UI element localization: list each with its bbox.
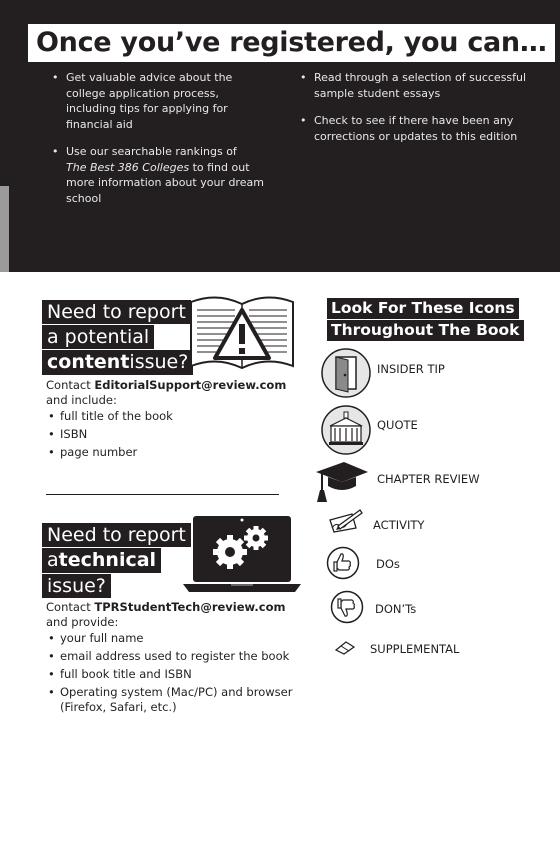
content-info-list [46, 409, 173, 463]
editorial-email[interactable]: EditorialSupport@review.com [94, 378, 287, 392]
list-item: • full book title and ISBN [46, 667, 296, 682]
legend-label: ACTIVITY [373, 518, 425, 532]
door-icon [320, 347, 372, 399]
banner-right-list [300, 70, 530, 156]
content-issue-heading: Need to report a potential contentissue? [42, 300, 193, 376]
banner-bullet: • Check to see if there have been any corrections or updates to this edition [300, 113, 530, 144]
list-item: • page number [46, 445, 173, 460]
legend-label: DOs [376, 557, 400, 571]
open-book-warning-icon [187, 292, 297, 378]
technical-contact: Contact TPRStudentTech@review.com and provide: [46, 600, 286, 629]
banner-bullet: • Use our searchable rankings of The Best 386 Colleges to find out more information about your dream school [52, 144, 272, 206]
building-icon [320, 404, 372, 456]
legend-label: CHAPTER REVIEW [377, 472, 480, 486]
legend-label: QUOTE [377, 418, 418, 432]
icons-legend-heading: Look For These Icons Throughout The Book [327, 298, 524, 342]
tech-email[interactable]: TPRStudentTech@review.com [94, 600, 286, 614]
banner-bullet: • Get valuable advice about the college application process, including tips for applying for financial aid [52, 70, 272, 132]
list-item: • email address used to register the book [46, 649, 296, 664]
content-contact: Contact EditorialSupport@review.com and include: [46, 378, 287, 407]
technical-issue-heading: Need to report atechnical issue? [42, 523, 191, 599]
legend-label: INSIDER TIP [377, 362, 445, 376]
page-edge-tab [0, 186, 9, 272]
legend-label: SUPPLEMENTAL [370, 642, 460, 656]
thumbs-up-icon [326, 546, 360, 580]
list-item: • full title of the book [46, 409, 173, 424]
banner-bullet: • Read through a selection of successful sample student essays [300, 70, 530, 101]
section-divider [46, 494, 279, 495]
laptop-gears-icon [183, 514, 301, 596]
list-item: • Operating system (Mac/PC) and browser (Firefox, Safari, etc.) [46, 685, 296, 715]
technical-info-list [46, 631, 296, 718]
list-item: • your full name [46, 631, 296, 646]
graduation-cap-icon [314, 458, 370, 504]
pencil-paper-icon [326, 508, 364, 534]
legend-label: DON’Ts [375, 602, 417, 616]
list-item: • ISBN [46, 427, 173, 442]
banner-title: Once you’ve registered, you can… [28, 24, 555, 62]
eraser-icon [334, 640, 356, 656]
banner-left-list [52, 70, 272, 218]
thumbs-down-icon [330, 590, 364, 624]
